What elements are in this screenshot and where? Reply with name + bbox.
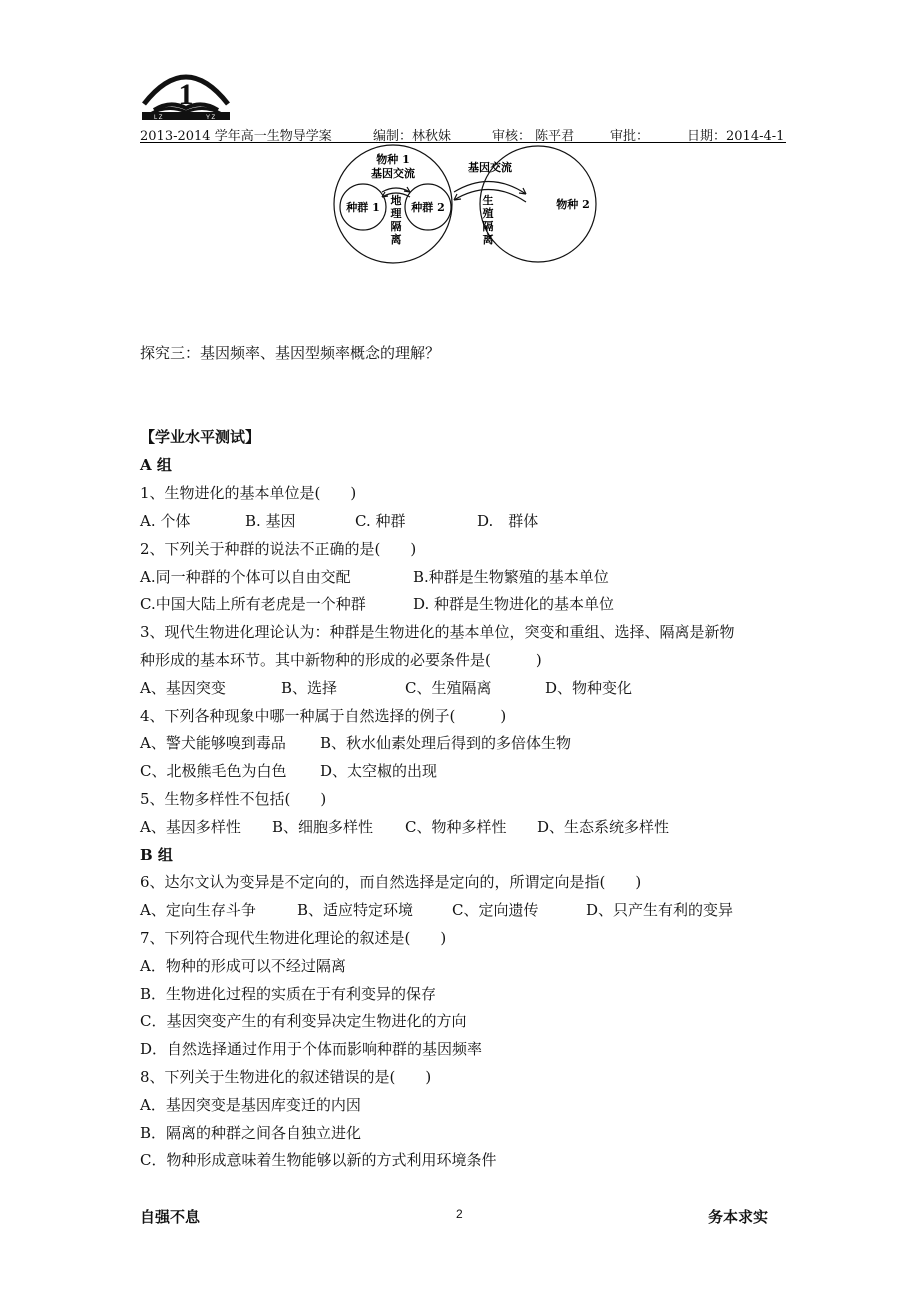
- svg-text:地: 地: [390, 194, 402, 207]
- school-logo: [140, 64, 232, 122]
- option: B.种群是生物繁殖的基本单位: [413, 568, 609, 586]
- question-7-option-c: C．基因突变产生的有利变异决定生物进化的方向: [140, 1012, 467, 1030]
- svg-text:离: 离: [390, 233, 402, 246]
- question-1: 1、生物进化的基本单位是( ): [140, 484, 357, 502]
- question-8-option-b: B．隔离的种群之间各自独立进化: [140, 1124, 362, 1142]
- svg-text:隔: 隔: [390, 220, 402, 233]
- question-7-option-a: A．物种的形成可以不经过隔离: [140, 957, 346, 975]
- option: A、警犬能够嗅到毒品: [140, 734, 286, 752]
- question-4-options-row2: [140, 761, 780, 781]
- geographic-isolation-label: [391, 193, 403, 246]
- option: C、北极熊毛色为白色: [140, 762, 287, 780]
- question-5: 5、生物多样性不包括( ): [140, 790, 327, 808]
- inner-gene-flow-label: 基因交流: [371, 167, 415, 180]
- question-8-option-c: C．物种形成意味着生物能够以新的方式利用环境条件: [140, 1151, 497, 1169]
- svg-text:生: 生: [482, 194, 494, 207]
- logo-letters-left: L Z: [154, 115, 163, 121]
- option: C.中国大陆上所有老虎是一个种群: [140, 595, 366, 613]
- header-reviewer: 审核： 陈平君: [492, 129, 575, 144]
- option: B、细胞多样性: [272, 818, 374, 836]
- footer-right-motto: 务本求实: [708, 1208, 769, 1226]
- logo-letters-right: Y Z: [206, 115, 216, 121]
- option: C、物种多样性: [405, 818, 507, 836]
- species2-label: 物种 2: [556, 198, 590, 211]
- option: D. 种群是生物进化的基本单位: [413, 595, 615, 613]
- header-date: 日期：2014-4-1: [687, 129, 785, 144]
- header-approver: 审批：: [610, 129, 650, 144]
- species1-label: 物种 1: [376, 153, 410, 166]
- question-6: 6、达尔文认为变异是不定向的，而自然选择是定向的，所谓定向是指( ): [140, 873, 642, 891]
- option: B、秋水仙素处理后得到的多倍体生物: [320, 734, 572, 752]
- section-title: 【学业水平测试】: [140, 428, 261, 446]
- header-title: 2013-2014 学年高一生物导学案: [140, 129, 332, 144]
- question-8: 8、下列关于生物进化的叙述错误的是( ): [140, 1068, 432, 1086]
- group-a-heading: A 组: [140, 456, 172, 474]
- option: A、基因突变: [140, 679, 226, 697]
- group-b-heading: B 组: [140, 846, 173, 864]
- option: D、太空椒的出现: [320, 762, 438, 780]
- question-7-option-d: D．自然选择通过作用于个体而影响种群的基因频率: [140, 1040, 483, 1058]
- population1-label: 种群 1: [346, 201, 380, 214]
- option: D、物种变化: [545, 679, 633, 697]
- svg-text:理: 理: [390, 207, 402, 220]
- question-2: 2、下列关于种群的说法不正确的是( ): [140, 540, 417, 558]
- option: A. 个体: [140, 512, 191, 530]
- option: C. 种群: [355, 512, 406, 530]
- question-2-options-row1: [140, 567, 780, 587]
- outer-arrow-right: [454, 181, 526, 194]
- reproductive-isolation-label: [483, 193, 494, 246]
- question-5-options: [140, 817, 780, 837]
- question-4-options-row1: [140, 733, 780, 753]
- question-7: 7、下列符合现代生物进化理论的叙述是( ): [140, 929, 447, 947]
- option: D. 群体: [477, 512, 539, 530]
- option: B、适应特定环境: [297, 901, 414, 919]
- option: D、生态系统多样性: [537, 818, 670, 836]
- svg-text:殖: 殖: [482, 207, 494, 220]
- question-2-options-row2: [140, 594, 780, 614]
- option: A、定向生存斗争: [140, 901, 256, 919]
- inquiry-three: 探究三：基因频率、基因型频率概念的理解？: [140, 344, 441, 362]
- svg-text:隔: 隔: [482, 220, 494, 233]
- option: B. 基因: [245, 512, 296, 530]
- speciation-diagram: [330, 144, 600, 264]
- question-3-line1: 3、现代生物进化理论认为：种群是生物进化的基本单位，突变和重组、选择、隔离是新物: [140, 623, 735, 641]
- option: B、选择: [281, 679, 338, 697]
- question-6-options: [140, 900, 780, 920]
- option: C、生殖隔离: [405, 679, 492, 697]
- option: A.同一种群的个体可以自由交配: [140, 568, 351, 586]
- page-header: [140, 124, 786, 143]
- question-4: 4、下列各种现象中哪一种属于自然选择的例子( ): [140, 707, 507, 725]
- option: D、只产生有利的变异: [586, 901, 734, 919]
- outer-gene-flow-label: 基因交流: [468, 161, 512, 174]
- svg-text:离: 离: [482, 233, 494, 246]
- question-3-options: [140, 678, 780, 698]
- logo-numeral: 1: [178, 78, 194, 111]
- question-8-option-a: A．基因突变是基因库变迁的内因: [140, 1096, 361, 1114]
- option: A、基因多样性: [140, 818, 241, 836]
- footer-left-motto: 自强不息: [140, 1208, 201, 1226]
- question-7-option-b: B．生物进化过程的实质在于有利变异的保存: [140, 985, 437, 1003]
- question-1-options: [140, 511, 780, 531]
- page-number: 2: [456, 1207, 463, 1221]
- population2-label: 种群 2: [411, 201, 445, 214]
- question-3-line2: 种形成的基本环节。其中新物种的形成的必要条件是( ): [140, 651, 542, 669]
- header-editor: 编制：林秋妹: [373, 129, 452, 144]
- option: C、定向遗传: [452, 901, 539, 919]
